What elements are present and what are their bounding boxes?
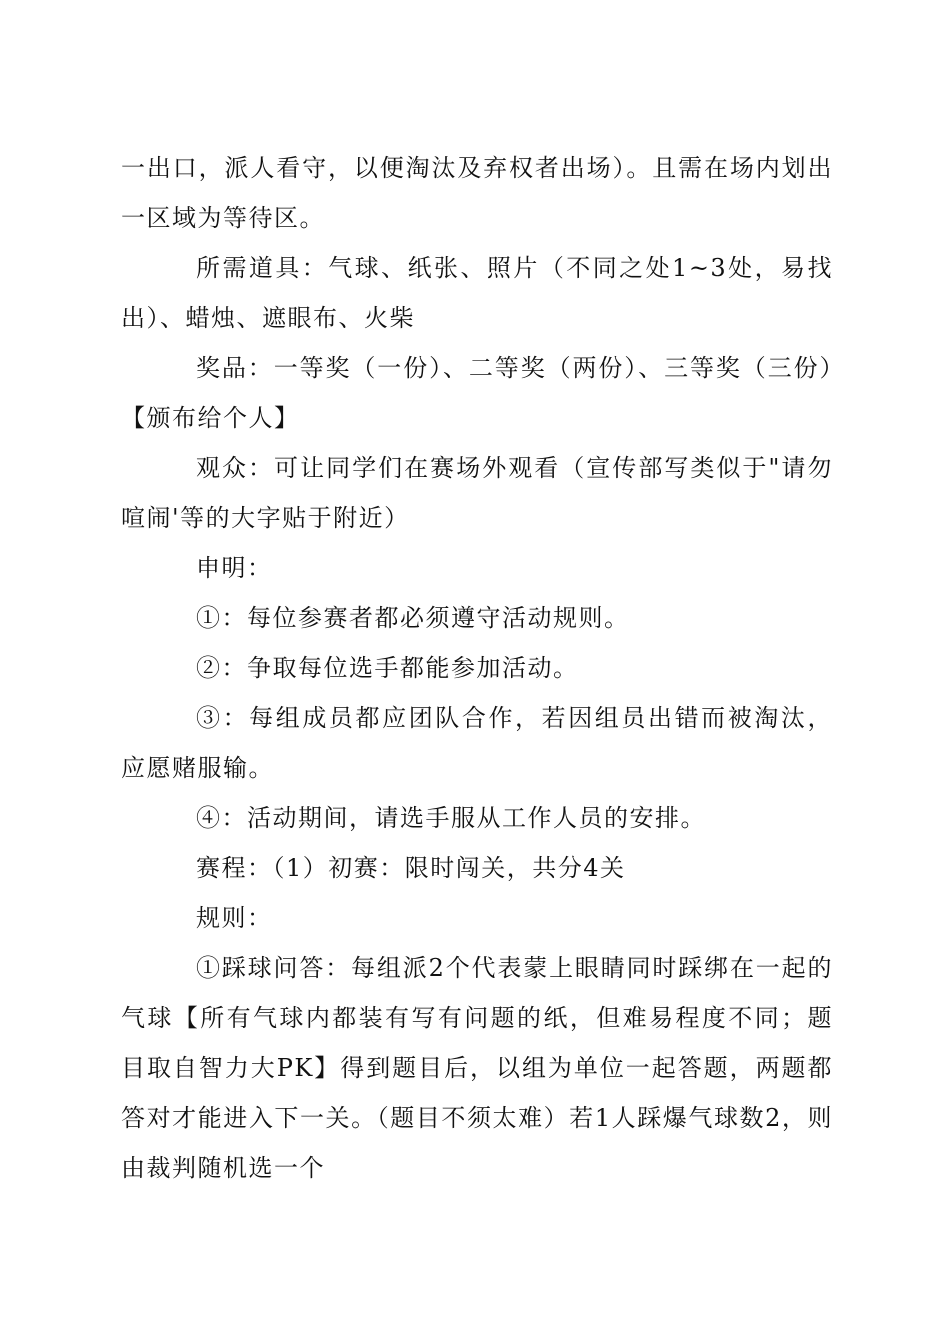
- paragraph-prizes: 奖品：一等奖（一份）、二等奖（两份）、三等奖（三份） 【颁布给个人】: [121, 354, 859, 432]
- paragraph-statement-1: ①：每位参赛者都必须遵守活动规则。: [196, 604, 630, 632]
- paragraph-statement-3: ③：每组成员都应团队合作，若因组员出错而被淘汰，应愿赌服输。: [121, 704, 833, 782]
- paragraph-exit-area: 一出口，派人看守，以便淘汰及弃权者出场）。且需在场内划出一区域为等待区。: [121, 154, 833, 232]
- paragraph-rule-1: ①踩球问答：每组派2个代表蒙上眼睛同时踩绑在一起的气球【所有气球内都装有写有问题的纸，但难易程度不同；题目取自智力大PK】得到题目后，以组为单位一起答题，两题都答对才能进入下一关。（题目不须太难）若1人踩爆气球数2，则由裁判随机选一个: [121, 954, 833, 1182]
- paragraph-schedule: 赛程：（1）初赛：限时闯关，共分4关: [196, 854, 626, 882]
- paragraph-statement-4: ④：活动期间，请选手服从工作人员的安排。: [196, 804, 706, 832]
- paragraph-rules-heading: 规则：: [196, 904, 273, 932]
- paragraph-statement-2: ②：争取每位选手都能参加活动。: [196, 654, 579, 682]
- paragraph-statement-heading: 申明：: [196, 554, 273, 582]
- document-page: [121, 143, 859, 1193]
- paragraph-props: 所需道具：气球、纸张、照片（不同之处1~3处，易找出）、蜡烛、遮眼布、火柴: [121, 254, 833, 332]
- paragraph-audience: 观众：可让同学们在赛场外观看（宣传部写类似于"请勿喧闹'等的大字贴于附近）: [121, 454, 833, 532]
